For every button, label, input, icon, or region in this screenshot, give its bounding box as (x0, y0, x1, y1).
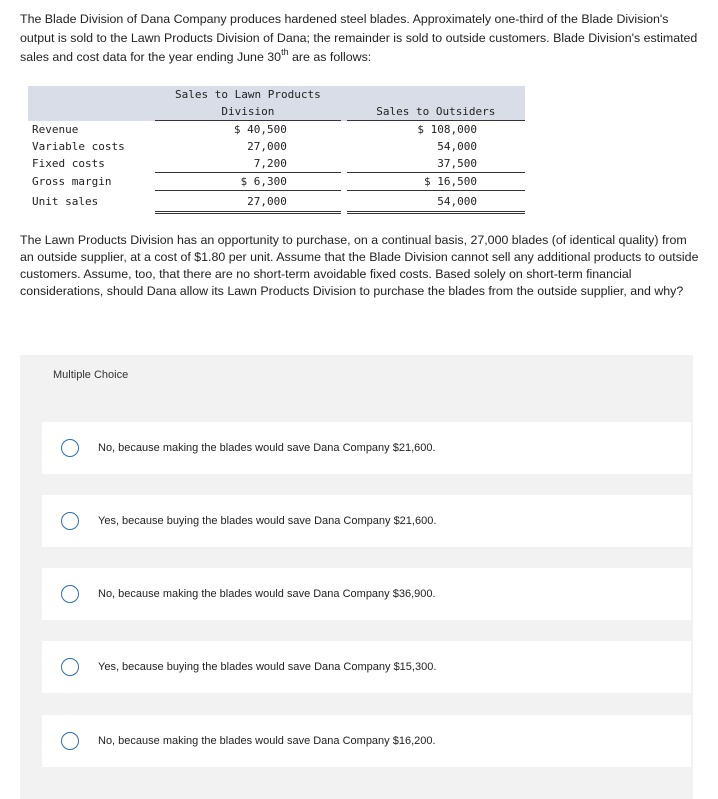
outside-value: 54,000 (347, 191, 525, 213)
table-row (28, 173, 525, 191)
outside-value: 54,000 (437, 140, 477, 153)
lawn-value: 7,200 (155, 155, 341, 173)
row-label: Variable costs (32, 140, 125, 153)
radio-circle-icon[interactable] (61, 439, 79, 457)
choice-option-2[interactable] (42, 495, 691, 547)
question-text: The Lawn Products Division has an opportunity to purchase, on a continual basis, 27,000 blades (of identical quality) from an outside supplier, at a cost of $1.80 per unit. Assume that the Blade Division cannot sell any additional products to outside customers. Assume, too, that there are no short-term avoidable fixed costs. Based solely on short-term financial considerations, should Dana allow its Lawn Products Division to purchase the blades from the outside supplier, and why? (20, 233, 699, 298)
lawn-value: $ 6,300 (155, 173, 341, 191)
header-outsiders: Sales to Outsiders (347, 103, 525, 121)
header-lawn-line2: Division (155, 103, 341, 121)
row-label: Fixed costs (32, 157, 105, 171)
sales-cost-table (28, 86, 525, 214)
choice-option-3[interactable] (42, 568, 691, 620)
lawn-value: 27,000 (247, 140, 287, 153)
radio-circle-icon[interactable] (61, 658, 79, 676)
choice-option-5[interactable] (42, 715, 691, 767)
row-label: Revenue (32, 122, 79, 136)
table-row (28, 155, 525, 173)
lawn-value: 27,000 (155, 191, 341, 213)
choice-text: Yes, because buying the blades would save Dana Company $15,300. (98, 661, 437, 673)
outside-value: $ 108,000 (417, 123, 477, 136)
table-row (28, 121, 525, 139)
choice-text: No, because making the blades would save Dana Company $16,200. (98, 735, 436, 747)
multiple-choice-panel (20, 355, 693, 799)
radio-circle-icon[interactable] (61, 732, 79, 750)
row-label: Gross margin (32, 175, 112, 188)
lawn-value: $ 40,500 (233, 123, 287, 136)
intro-superscript: th (281, 47, 289, 57)
choice-text: Yes, because buying the blades would save Dana Company $21,600. (98, 515, 437, 527)
table-header-row-1 (28, 86, 525, 103)
header-lawn-line1: Sales to Lawn Products (155, 86, 341, 103)
outside-value: 37,500 (347, 155, 525, 173)
intro-text: The Blade Division of Dana Company produces hardened steel blades. Approximately one-third of the Blade Division's output is sold to the Lawn Products Division of Dana; the remainder is sold to outside customers. Blade Division's estimated sales and cost data for the year ending June 30 (20, 12, 698, 64)
choice-option-1[interactable] (42, 422, 691, 474)
radio-circle-icon[interactable] (61, 585, 79, 603)
choice-text: No, because making the blades would save Dana Company $36,900. (98, 588, 436, 600)
table-row (28, 191, 525, 213)
table-header-row-2 (28, 103, 525, 121)
multiple-choice-label: Multiple Choice (53, 369, 129, 381)
intro-text-end: are as follows: (288, 50, 372, 64)
choice-text: No, because making the blades would save Dana Company $21,600. (98, 442, 436, 454)
table-row (28, 138, 525, 155)
outside-value: $ 16,500 (347, 173, 525, 191)
choice-option-4[interactable] (42, 641, 691, 693)
radio-circle-icon[interactable] (61, 512, 79, 530)
row-label: Unit sales (32, 195, 99, 208)
problem-intro (20, 10, 698, 67)
